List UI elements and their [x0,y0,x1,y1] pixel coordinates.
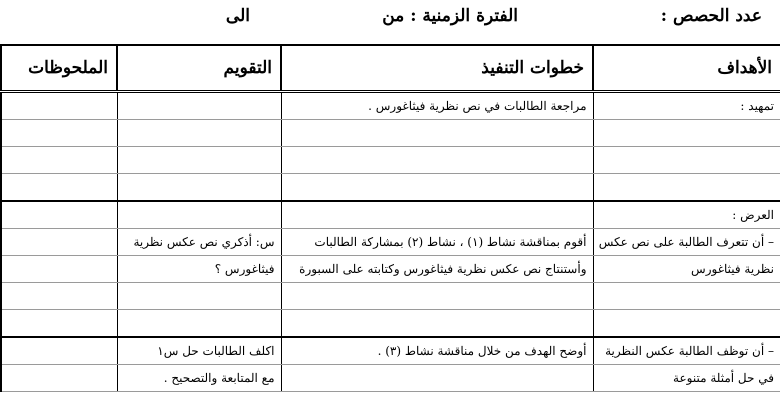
objective-cell: – أن توظف الطالبة عكس النظرية [593,337,780,365]
period-to-label: الى [225,6,250,26]
table-row [1,337,780,365]
table-row [1,256,780,283]
table-row [1,201,780,229]
note-cell [1,92,117,120]
note-cell [1,147,117,174]
page-header [0,0,780,40]
table-row [1,310,780,338]
column-header-objectives: الأهداف [593,45,780,92]
step-cell: أوضح الهدف من خلال مناقشة نشاط (٣) . [281,337,593,365]
step-cell [281,174,593,202]
evaluation-cell [117,120,281,147]
column-header-evaluation: التقويم [117,45,281,92]
evaluation-cell [117,283,281,310]
note-cell [1,365,117,392]
step-cell: وأستنتاج نص عكس نظرية فيثاغورس وكتابته على السبورة [281,256,593,283]
note-cell [1,201,117,229]
objective-cell [593,283,780,310]
note-cell [1,229,117,256]
table-row [1,147,780,174]
step-cell [281,201,593,229]
note-cell [1,337,117,365]
step-cell [281,147,593,174]
evaluation-cell: فيثاغورس ؟ [117,256,281,283]
objective-cell: في حل أمثلة متنوعة [593,365,780,392]
evaluation-cell [117,310,281,338]
evaluation-cell [117,174,281,202]
table-row [1,283,780,310]
step-cell: أقوم بمناقشة نشاط (١) ، نشاط (٢) بمشاركة الطالبات [281,229,593,256]
objective-cell: تمهيد : [593,92,780,120]
table-row [1,229,780,256]
objective-cell: نظرية فيثاغورس [593,256,780,283]
table-row [1,92,780,120]
column-header-notes: الملحوظات [1,45,117,92]
note-cell [1,120,117,147]
objective-cell [593,310,780,338]
lesson-plan-table [0,44,780,392]
note-cell [1,310,117,338]
evaluation-cell [117,92,281,120]
table-header-row [1,45,780,92]
time-period-label: الفترة الزمنية : من [382,6,518,26]
evaluation-cell [117,201,281,229]
table-row [1,174,780,202]
evaluation-cell: اكلف الطالبات حل س١ [117,337,281,365]
table-row [1,365,780,392]
step-cell [281,365,593,392]
step-cell [281,283,593,310]
note-cell [1,283,117,310]
objective-cell: العرض : [593,201,780,229]
step-cell [281,310,593,338]
objective-cell [593,147,780,174]
step-cell [281,120,593,147]
evaluation-cell: س: أذكري نص عكس نظرية [117,229,281,256]
evaluation-cell [117,147,281,174]
sessions-count-label: عدد الحصص : [660,6,762,26]
table-row [1,120,780,147]
column-header-steps: خطوات التنفيذ [281,45,593,92]
note-cell [1,256,117,283]
objective-cell [593,120,780,147]
evaluation-cell: مع المتابعة والتصحيح . [117,365,281,392]
step-cell: مراجعة الطالبات في نص نظرية فيثاغورس . [281,92,593,120]
objective-cell [593,174,780,202]
note-cell [1,174,117,202]
objective-cell: – أن تتعرف الطالبة على نص عكس [593,229,780,256]
